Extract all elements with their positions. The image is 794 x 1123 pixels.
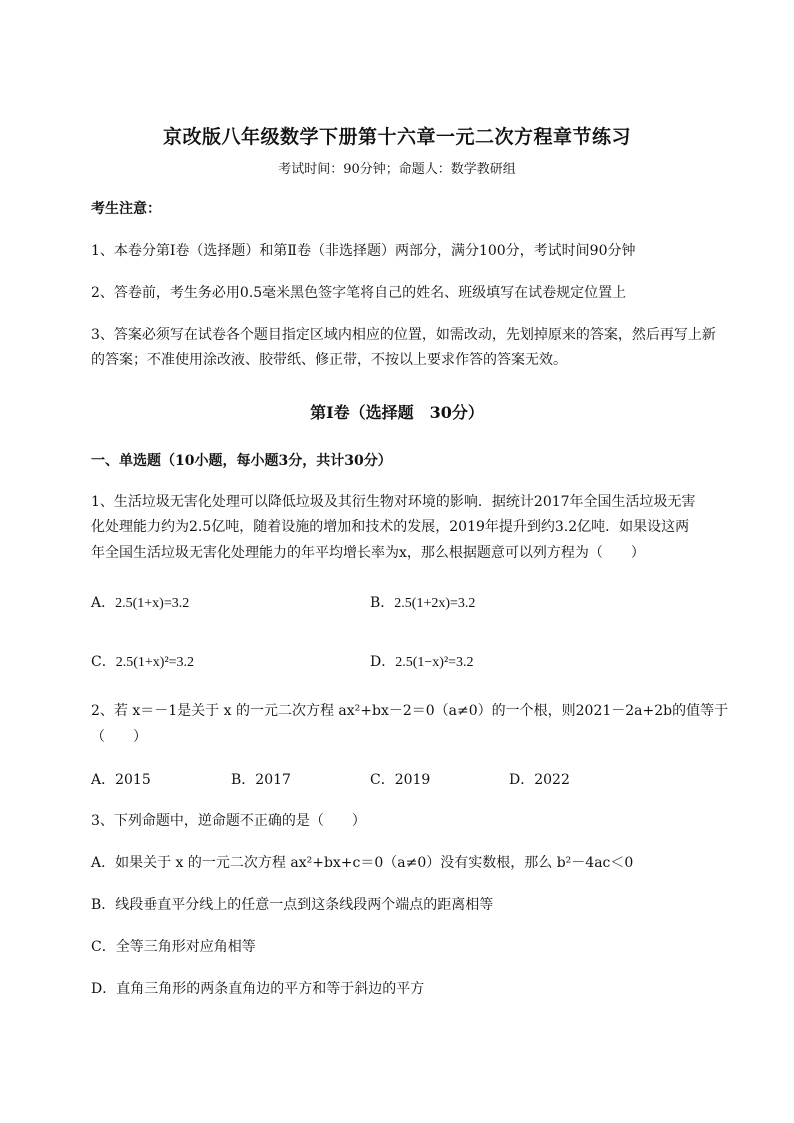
question-2-option-b[interactable]: B．2017 [231, 772, 291, 788]
question-1-option-b[interactable] [370, 592, 475, 615]
notice-item-3: 3、答案必须写在试卷各个题目指定区域内相应的位置，如需改动，先划掉原来的答案，然后再写上新 [91, 327, 716, 343]
option-label: C． [91, 654, 116, 670]
question-3-option-a[interactable]: A．如果关于 x 的一元二次方程 ax²+bx+c＝0（a≠0）没有实数根，那么 b²－4ac＜0 [91, 855, 634, 871]
option-label: A． [91, 595, 116, 611]
question-3-stem: 3、下列命题中，逆命题不正确的是（ ） [91, 813, 366, 829]
notice-item-3-cont: 的答案；不准使用涂改液、胶带纸、修正带，不按以上要求作答的答案无效。 [91, 352, 567, 368]
exam-title: 京改版八年级数学下册第十六章一元二次方程章节练习 [162, 126, 631, 148]
question-2-line-2: （ ） [91, 729, 147, 745]
notice-heading: 考生注意： [91, 201, 161, 217]
option-label: B． [370, 595, 395, 611]
section-title: 第I卷（选择题 30分） [310, 403, 484, 422]
question-3-option-d[interactable]: D．直角三角形的两条直角边的平方和等于斜边的平方 [91, 981, 425, 997]
notice-item-2: 2、答卷前，考生务必用0.5毫米黑色签字笔将自己的姓名、班级填写在试卷规定位置上 [91, 285, 627, 301]
question-1-option-a[interactable] [91, 592, 189, 615]
option-expression: 2.5(1+2x)=3.2 [394, 596, 476, 611]
question-3-option-c[interactable]: C．全等三角形对应角相等 [91, 939, 256, 955]
question-2-option-c[interactable]: C．2019 [370, 772, 431, 788]
question-1-option-d[interactable] [370, 651, 474, 674]
question-2-option-a[interactable]: A．2015 [91, 772, 151, 788]
question-2-option-d[interactable]: D．2022 [509, 772, 570, 788]
option-expression: 2.5(1−x)²=3.2 [395, 655, 474, 670]
option-expression: 2.5(1+x)=3.2 [115, 596, 190, 611]
option-label: D． [370, 654, 396, 670]
question-1-line-1: 1、生活垃圾无害化处理可以降低垃圾及其衍生物对环境的影响．据统计2017年全国生活垃圾无害 [91, 494, 696, 510]
option-expression: 2.5(1+x)²=3.2 [115, 655, 195, 670]
notice-item-1: 1、本卷分第I卷（选择题）和第Ⅱ卷（非选择题）两部分，满分100分，考试时间90分钟 [91, 243, 636, 259]
question-1-line-2: 化处理能力约为2.5亿吨，随着设施的增加和技术的发展，2019年提升到约3.2亿吨．如果设这两 [91, 519, 690, 535]
question-1-option-c[interactable] [91, 651, 194, 674]
question-3-option-b[interactable]: B．线段垂直平分线上的任意一点到这条线段两个端点的距离相等 [91, 897, 494, 913]
exam-subtitle: 考试时间：90分钟；命题人：数学教研组 [278, 162, 516, 177]
question-1-line-3: 年全国生活垃圾无害化处理能力的年平均增长率为x，那么根据题意可以列方程为（ ） [91, 545, 645, 561]
question-2-line-1: 2、若 x＝－1是关于 x 的一元二次方程 ax²+bx－2＝0（a≠0）的一个根，则2021－2a+2b的值等于 [91, 703, 729, 719]
part-heading: 一、单选题（10小题，每小题3分，共计30分） [91, 453, 392, 469]
